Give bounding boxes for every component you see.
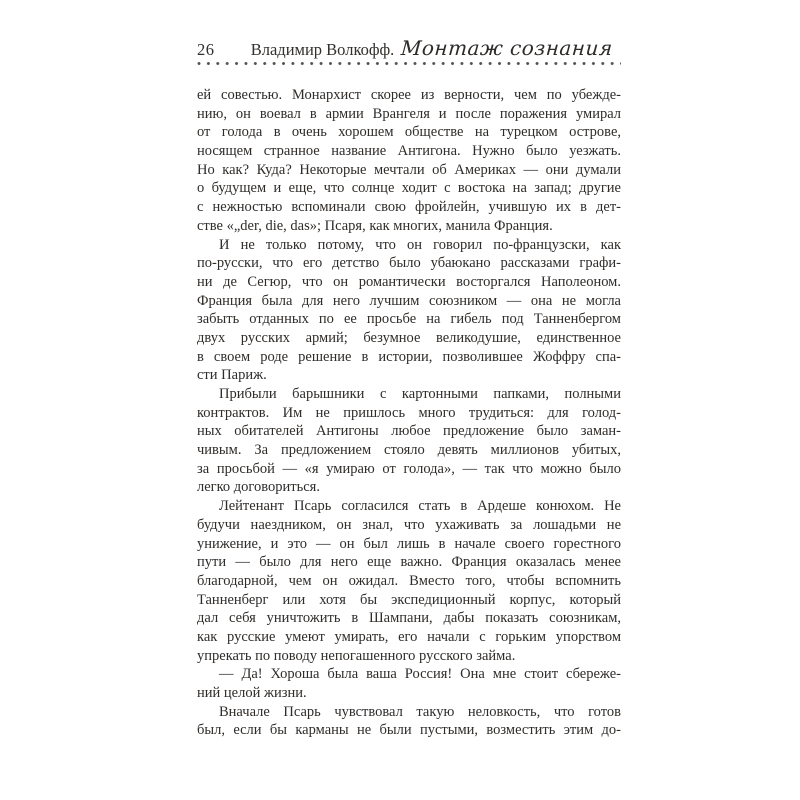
text-line: дал себя уничтожить в Шампани, дабы показать союзникам, [197, 610, 621, 627]
text-line: с нежностью вспоминали свою фройлейн, учившую их в дет- [197, 199, 621, 216]
text-line: Вначале Псарь чувствовал такую неловкость, что готов [219, 703, 621, 720]
text-line: пути — было для него еще важно. Франция оказалась менее [197, 554, 621, 571]
paragraph [197, 86, 621, 236]
book-title: Монтаж сознания [400, 36, 614, 60]
text-line: как русские умеют умирать, его начали с горьким упорством [197, 628, 621, 645]
text-line: Танненберг или хотя бы экспедиционный корпус, который [197, 591, 621, 608]
page-number: 26 [197, 40, 215, 59]
text-line: носящем странное название Антигона. Нужно было уезжать. [197, 143, 621, 160]
text-line: ний целой жизни. [197, 685, 307, 701]
text-line: ни де Сегюр, что он романтически восторгался Наполеоном. [197, 273, 621, 290]
text-line: Франция была для него лучшим союзником — она не могла [197, 292, 621, 309]
text-line: Но как? Куда? Некоторые мечтали об Америках — они думали [197, 161, 621, 178]
text-line: упрекать по поводу непогашенного русского займа. [197, 647, 516, 664]
book-author: Владимир Волкофф. [250, 40, 395, 59]
text-line: Лейтенант Псарь согласился стать в Ардеше конюхом. Не [219, 498, 621, 515]
paragraph [197, 236, 621, 386]
text-line: будучи наездником, он знал, что ухаживать за лошадьми не [197, 516, 621, 533]
paragraph [197, 385, 621, 497]
text-line: о будущем и еще, что солнце ходит с востока на запад; другие [197, 180, 621, 197]
text-line: в своем роде решение в истории, позволившее Жоффру спа- [197, 348, 621, 365]
text-line: контрактов. Им не пришлось много трудиться: для голод- [197, 404, 621, 421]
page-body [197, 86, 621, 740]
text-line: ей совестью. Монархист скорее из верности, чем по убежде- [197, 87, 621, 103]
text-line: легко договориться. [197, 479, 320, 496]
text-line: — Да! Хороша была ваша Россия! Она мне стоит сбереже- [219, 666, 621, 683]
text-line: за просьбой — «я умираю от голода», — так что можно было [197, 460, 621, 477]
text-line: был, если бы карманы не были пустыми, возместить этим до- [197, 722, 621, 739]
text-line: стве «„der, die, das»; Псаря, как многих, манила Франция. [197, 217, 553, 234]
text-line: забыть отданных по ее просьбе на гибель под Танненбергом [197, 311, 621, 328]
text-line: И не только потому, что он говорил по-французски, как [219, 236, 621, 253]
text-line: унижение, и это — он был лишь в начале своего горестного [197, 535, 621, 552]
text-line: Прибыли барышники с картонными папками, полными [219, 386, 621, 402]
paragraph [197, 703, 621, 740]
text-line: благодарной, чем он ожидал. Вместо того, чтобы вспомнить [197, 572, 621, 589]
text-line: чивым. За предложением стояло девять миллионов убитых, [197, 442, 621, 459]
paragraph [197, 497, 621, 665]
text-line: по-русски, что его детство было убаюкано рассказами графи- [197, 255, 621, 272]
page-header [197, 36, 621, 60]
text-line: ных обитателей Антигоны любое предложение было заман- [197, 423, 621, 440]
text-line: от голода в очень хорошем обществе на турецком острове, [197, 124, 621, 141]
paragraph [197, 665, 621, 702]
text-line: сти Париж. [197, 367, 267, 384]
text-line: нию, он воевал в армии Врангеля и после поражения умирал [197, 105, 621, 122]
dotted-rule [197, 61, 621, 66]
text-line: двух русских армий; безумное великодушие, единственное [197, 329, 621, 346]
running-head [251, 36, 621, 60]
